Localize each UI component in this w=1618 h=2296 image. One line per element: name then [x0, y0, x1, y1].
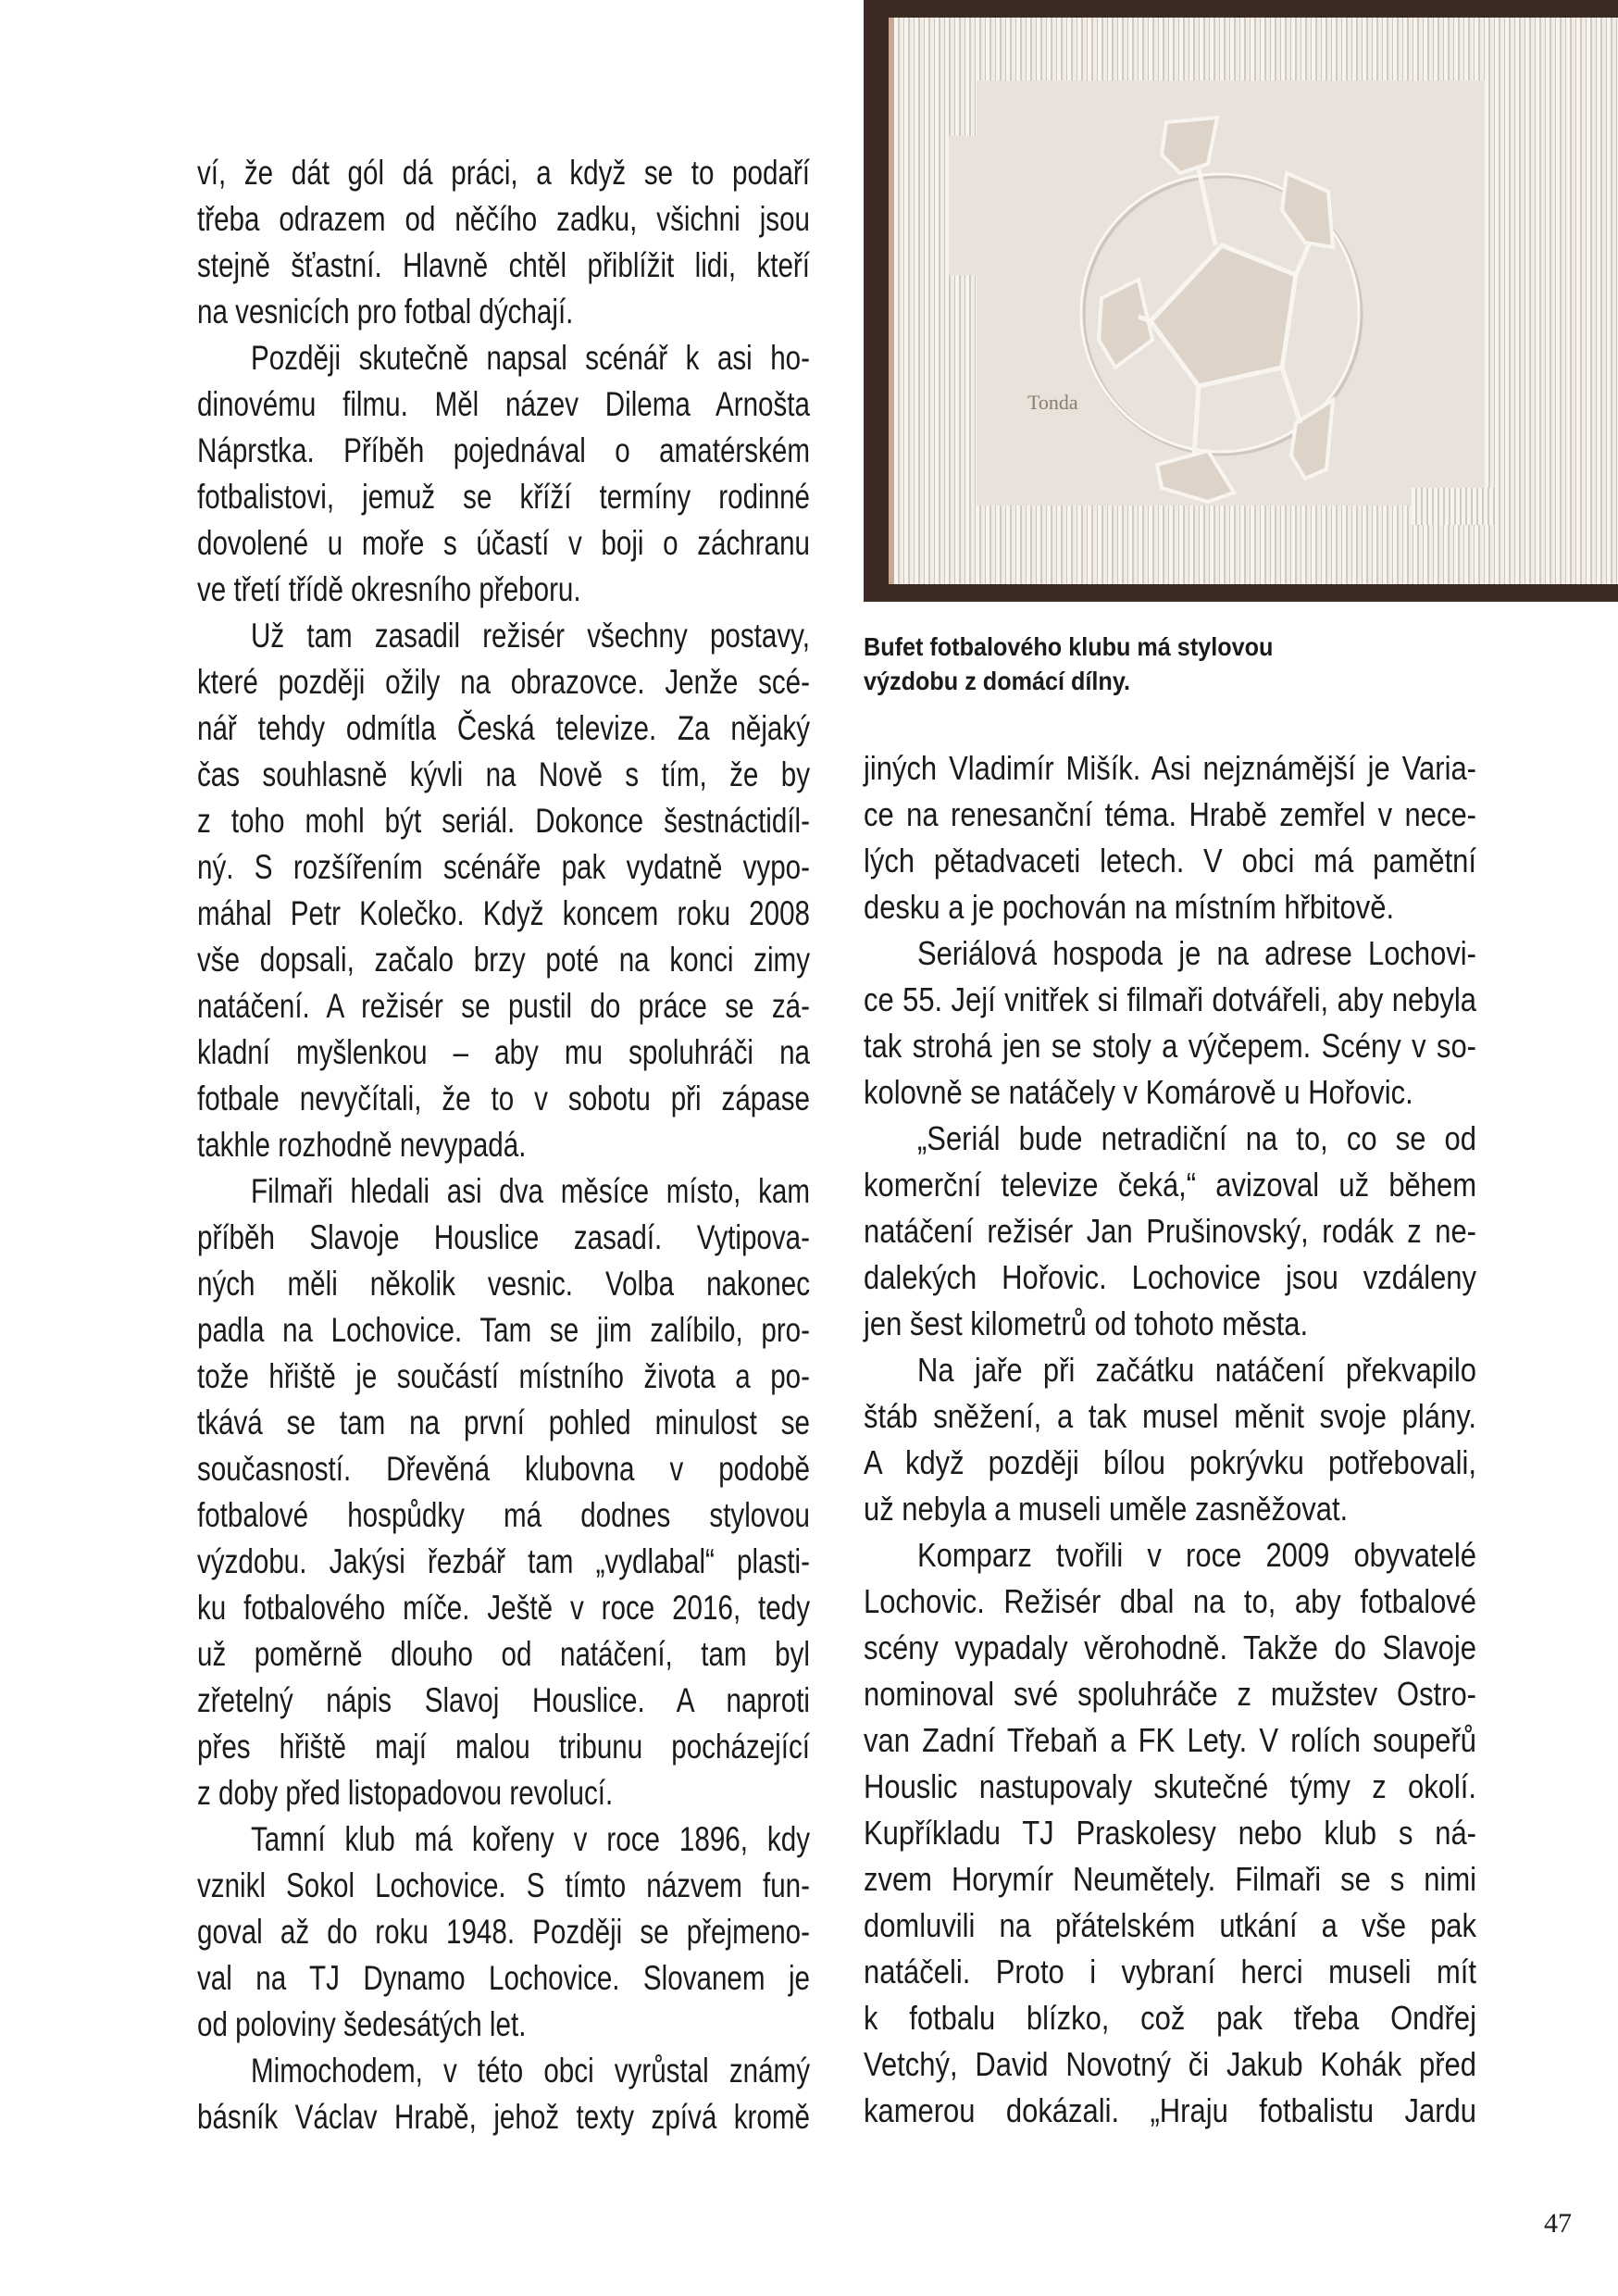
page-number: 47 — [1544, 2208, 1572, 2239]
text-line — [864, 1208, 1476, 1254]
text-line — [197, 474, 810, 520]
text-line-content: ných měli několik vesnic. Volba nakonec — [197, 1265, 810, 1303]
text-line-content: vše dopsali, začalo brzy poté na konci zimy — [197, 941, 810, 979]
carving-step-left — [949, 136, 978, 275]
text-line — [197, 1631, 810, 1678]
text-line-content: z toho mohl být seriál. Dokonce šestnáctidíl- — [197, 802, 810, 840]
text-line-content: Lochovic. Režisér dbal na to, aby fotbalové — [864, 1582, 1476, 1620]
text-line-content: Seriálová hospoda je na adrese Lochovi- — [917, 934, 1477, 972]
text-line-content: natáčení režisér Jan Prušinovský, rodák z ne- — [864, 1212, 1476, 1250]
text-line-content: A když později bílou pokrývku potřebovali, — [864, 1443, 1476, 1481]
text-line-content: kamerou dokázali. „Hraju fotbalistu Jardu — [864, 2091, 1476, 2129]
text-line — [864, 792, 1476, 838]
text-line — [864, 1023, 1476, 1069]
text-line — [197, 891, 810, 937]
text-line-content: od poloviny šedesátých let. — [197, 2005, 527, 2043]
text-line — [864, 1717, 1476, 1764]
text-line-content: už nebyla a museli uměle zasněžovat. — [864, 1490, 1349, 1528]
text-line — [197, 520, 810, 567]
text-line — [197, 844, 810, 891]
text-line — [864, 1949, 1476, 1995]
text-line-content: Vetchý, David Novotný či Jakub Kohák před — [864, 2045, 1476, 2083]
text-line — [197, 243, 810, 289]
text-line — [197, 1215, 810, 1261]
text-line — [864, 1254, 1476, 1301]
text-line — [864, 1671, 1476, 1717]
text-line-content: takhle rozhodně nevypadá. — [197, 1126, 527, 1164]
text-line-content: van Zadní Třebaň a FK Lety. V rolích soupeřů — [864, 1721, 1476, 1759]
text-line-content: dalekých Hořovic. Lochovice jsou vzdáleny — [864, 1258, 1476, 1296]
text-line-content: z doby před listopadovou revolucí. — [197, 1774, 614, 1812]
text-line — [864, 884, 1476, 930]
text-line — [197, 1076, 810, 1122]
text-line-content: Komparz tvořili v roce 2009 obyvatelé — [917, 1536, 1477, 1574]
text-line-content: padla na Lochovice. Tam se jim zalíbilo, pro- — [197, 1311, 810, 1349]
text-line-content: stejně šťastní. Hlavně chtěl přiblížit lidi, kteří — [197, 246, 810, 284]
text-line-content: ce 55. Její vnitřek si filmaři dotvářeli, aby nebyla — [864, 980, 1477, 1018]
text-line — [197, 1400, 810, 1446]
text-line-content: natáčeli. Proto i vybraní herci museli mít — [864, 1953, 1476, 1990]
text-line — [197, 289, 810, 335]
text-line-content: k fotbalu blízko, což pak třeba Ondřej — [864, 1999, 1476, 2037]
text-line — [197, 1816, 810, 1863]
text-line — [197, 1909, 810, 1955]
text-line — [197, 335, 810, 381]
text-line — [197, 1678, 810, 1724]
text-line-content: dovolené u moře s účastí v boji o záchranu — [197, 524, 810, 562]
text-line-content: máhal Petr Kolečko. Když koncem roku 2008 — [197, 894, 810, 932]
text-line-content: výzdobu. Jakýsi řezbář tam „vydlabal“ plasti- — [197, 1542, 810, 1580]
text-line-content: Tamní klub má kořeny v roce 1896, kdy — [251, 1820, 810, 1858]
text-line-content: kolovně se natáčely v Komárově u Hořovic. — [864, 1073, 1413, 1111]
text-line-content: kladní myšlenkou – aby mu spoluhráči na — [197, 1033, 810, 1071]
text-line-content: básník Václav Hrabě, jehož texty zpívá kromě — [197, 2098, 810, 2136]
text-line-content: fotbalové hospůdky má dodnes stylovou — [197, 1496, 810, 1534]
left-text-column — [197, 150, 810, 2140]
text-line — [197, 659, 810, 705]
text-line — [197, 798, 810, 844]
text-line — [864, 1393, 1476, 1440]
text-line — [197, 1863, 810, 1909]
text-line — [197, 705, 810, 752]
text-line — [197, 1168, 810, 1215]
text-line — [864, 1301, 1476, 1347]
football-carving-icon — [977, 81, 1485, 505]
text-line — [197, 196, 810, 243]
text-line-content: scény vypadaly věrohodně. Takže do Slavoje — [864, 1628, 1476, 1666]
wood-carving-photo — [864, 0, 1618, 602]
text-line — [197, 428, 810, 474]
text-line-content: současností. Dřevěná klubovna v podobě — [197, 1450, 810, 1488]
text-line-content: domluvili na přátelském utkání a vše pak — [864, 1906, 1476, 1944]
text-line — [864, 1578, 1476, 1625]
text-line-content: čas souhlasně kývli na Nově s tím, že by — [197, 755, 810, 793]
text-line-content: tkává se tam na první pohled minulost se — [197, 1404, 810, 1441]
text-line — [864, 1486, 1476, 1532]
text-line — [197, 1446, 810, 1492]
text-line — [197, 2048, 810, 2094]
text-line — [864, 1116, 1476, 1162]
text-line — [864, 1625, 1476, 1671]
carving-signature: Tonda — [1027, 391, 1078, 414]
text-line-content: Na jaře při začátku natáčení překvapilo — [917, 1351, 1477, 1389]
text-line-content: Později skutečně napsal scénář k asi ho- — [251, 339, 810, 377]
text-line — [197, 1539, 810, 1585]
text-line — [197, 2094, 810, 2140]
text-line — [197, 1724, 810, 1770]
text-line — [864, 977, 1476, 1023]
text-line — [197, 150, 810, 196]
text-line — [864, 1856, 1476, 1903]
text-line-content: komerční televize čeká,“ avizoval už během — [864, 1166, 1476, 1204]
text-line — [864, 1347, 1476, 1393]
text-line-content: tože hřiště je součástí místního života a po- — [197, 1357, 810, 1395]
text-line-content: ku fotbalového míče. Ještě v roce 2016, tedy — [197, 1589, 810, 1627]
text-line-content: val na TJ Dynamo Lochovice. Slovanem je — [197, 1959, 810, 1997]
text-line-content: Kupříkladu TJ Praskolesy nebo klub s ná- — [864, 1814, 1476, 1852]
text-line-content: fotbale nevyčítali, že to v sobotu při zápase — [197, 1079, 810, 1117]
text-line — [197, 1029, 810, 1076]
text-line — [864, 1162, 1476, 1208]
text-line — [864, 1903, 1476, 1949]
text-line — [864, 930, 1476, 977]
text-line-content: Filmaři hledali asi dva měsíce místo, kam — [251, 1172, 810, 1210]
text-line-content: jen šest kilometrů od tohoto města. — [864, 1304, 1309, 1342]
text-line-content: natáčení. A režisér se pustil do práce se zá- — [197, 987, 810, 1025]
carved-wood-panel — [889, 18, 1618, 584]
text-line — [197, 1770, 810, 1816]
text-line — [197, 1585, 810, 1631]
text-line — [197, 381, 810, 428]
text-line-content: goval až do roku 1948. Později se přejmeno- — [197, 1913, 810, 1951]
text-line — [197, 983, 810, 1029]
text-line-content: ve třetí třídě okresního přeboru. — [197, 570, 581, 608]
text-line-content: třeba odrazem od něčího zadku, všichni jsou — [197, 200, 810, 238]
text-line-content: příběh Slavoje Houslice zasadí. Vytipova- — [197, 1218, 810, 1256]
text-line-content: „Seriál bude netradiční na to, co se od — [917, 1119, 1477, 1157]
text-line — [864, 838, 1476, 884]
text-line — [864, 745, 1476, 792]
text-line — [197, 1307, 810, 1354]
text-line — [864, 1995, 1476, 2041]
text-line — [864, 1069, 1476, 1116]
photo-caption — [864, 630, 1512, 698]
text-line-content: lých pětadvaceti letech. V obci má pamětní — [864, 842, 1476, 880]
text-line-content: tak strohá jen se stoly a výčepem. Scény v so- — [864, 1027, 1476, 1065]
text-line-content: ce na renesanční téma. Hrabě zemřel v nece- — [864, 795, 1476, 833]
text-line-content: Houslic nastupovaly skutečné týmy z okolí. — [864, 1767, 1476, 1805]
text-line-content: štáb sněžení, a tak musel měnit svoje plány. — [864, 1397, 1477, 1435]
text-line — [197, 1261, 810, 1307]
text-line — [864, 1810, 1476, 1856]
text-line-content: přes hřiště mají malou tribunu pocházející — [197, 1728, 810, 1766]
text-line — [864, 1440, 1476, 1486]
text-line-content: už poměrně dlouho od natáčení, tam byl — [197, 1635, 810, 1673]
carving-inner-field — [977, 81, 1485, 505]
text-line — [864, 1764, 1476, 1810]
text-line-content: nominoval své spoluhráče z mužstev Ostro- — [864, 1675, 1476, 1713]
text-line-content: jiných Vladimír Mišík. Asi nejznámější je Varia- — [864, 749, 1476, 787]
text-line-content: dinovému filmu. Měl název Dilema Arnošta — [197, 385, 810, 423]
caption-line: Bufet fotbalového klubu má stylovou — [864, 632, 1274, 661]
caption-line: výzdobu z domácí dílny. — [864, 667, 1130, 695]
text-line-content: které později ožily na obrazovce. Jenže scé- — [197, 663, 810, 701]
text-line — [197, 1955, 810, 2002]
text-line — [197, 937, 810, 983]
text-line — [864, 2041, 1476, 2088]
text-line-content: desku a je pochován na místním hřbitově. — [864, 888, 1395, 926]
text-line — [864, 1532, 1476, 1578]
text-line — [197, 567, 810, 613]
text-line — [197, 2002, 810, 2048]
text-line-content: Mimochodem, v této obci vyrůstal známý — [251, 2052, 810, 2090]
right-text-column — [864, 745, 1476, 2134]
text-line-content: zvem Horymír Neumětely. Filmaři se s nimi — [864, 1860, 1476, 1898]
text-line-content: Už tam zasadil režisér všechny postavy, — [251, 617, 810, 655]
text-line — [197, 613, 810, 659]
text-line-content: vznikl Sokol Lochovice. S tímto názvem fun- — [197, 1866, 810, 1904]
text-line-content: Náprstka. Příběh pojednával o amatérském — [197, 431, 810, 469]
text-line — [197, 1492, 810, 1539]
text-line-content: zřetelný nápis Slavoj Houslice. A naproti — [197, 1681, 810, 1719]
text-line-content: ný. S rozšířením scénáře pak vydatně vypo- — [197, 848, 810, 886]
text-line-content: fotbalistovi, jemuž se kříží termíny rodinné — [197, 478, 810, 516]
text-line — [197, 752, 810, 798]
text-line — [197, 1122, 810, 1168]
text-line-content: nář tehdy odmítla Česká televize. Za nějaký — [197, 709, 810, 747]
text-line — [864, 2088, 1476, 2134]
text-line — [197, 1354, 810, 1400]
text-line-content: ví, že dát gól dá práci, a když se to podaří — [197, 154, 810, 192]
text-line-content: na vesnicích pro fotbal dýchají. — [197, 293, 574, 331]
